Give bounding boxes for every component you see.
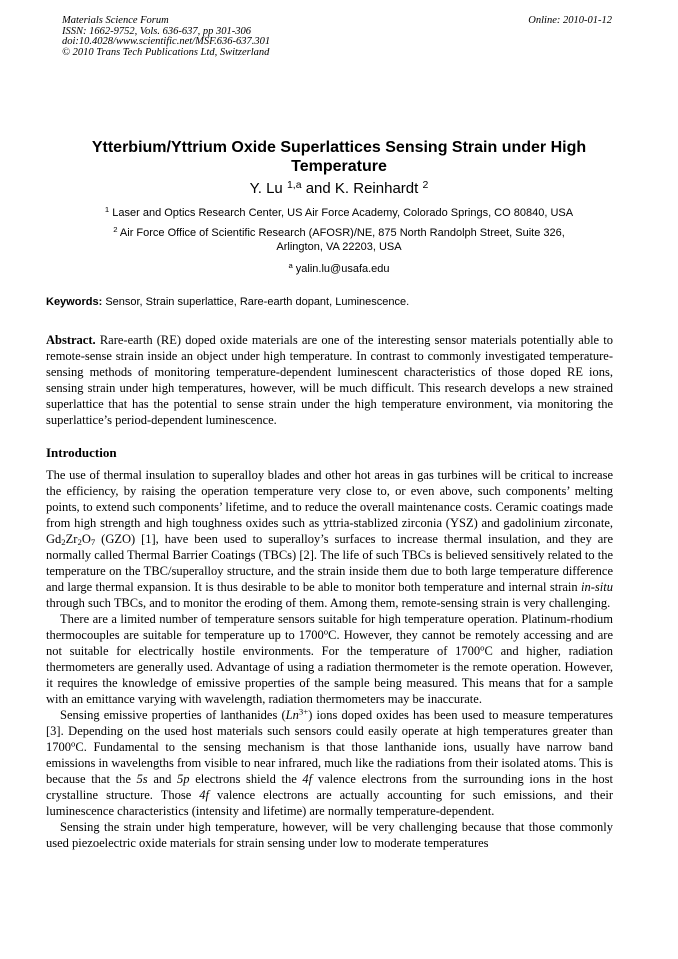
abstract-text: Rare-earth (RE) doped oxide materials are one of the interesting sensor materials potentially able to remote-sense strain inside an object under high temperature. In contrast to commonly investigated temperature-sensing methods of monitoring temperature-dependent luminescent characteristics of those doped RE ions, sensing strain under high temperatures, however, will be much difficult. This research develops a new strained superlattice that has the potential to sense strain under the high temperature environment, via monitoring the superlattice’s period-dependent luminescence. bbox=[46, 333, 614, 427]
intro-paragraph-4: Sensing the strain under high temperature, however, will be very challenging because that those commonly used piezoelectric oxide materials for strain sensing under low to moderate temperatures bbox=[46, 820, 613, 850]
intro-paragraph-2: There are a limited number of temperature sensors suitable for high temperature operation. Platinum-rhodium thermocouples are suitable for temperature up to 1700$^o$C. However, they cannot be remotely accessing and are not suitable for electrically hostile environments. For the temperature of 1700$^o$C and higher, radiation thermometers are generally used. Advantage of using a radiation thermometer is the remote operation. However, it requires the knowledge of emissive properties of the sample being measured. This means that for a sample with an emittance varying with wavelength, radiation thermometers may be inaccurate. bbox=[46, 612, 613, 706]
author-1-marks: 1,a bbox=[286, 178, 302, 191]
introduction-body bbox=[46, 467, 613, 851]
abstract bbox=[46, 332, 613, 428]
introduction-heading: Introduction bbox=[46, 445, 117, 460]
affiliation-1 bbox=[40, 206, 638, 220]
intro-paragraph-3: Sensing emissive properties of lanthanides $(Ln^{3+})$ ions doped oxides has been used to measure temperatures [3]. Depending on the used host materials such sensors could easily operate at high temperatures greater than 1700$^o$C. Fundamental to the sensing mechanism is that those lanthanide ions, usually have narrow band emissions in wavelengths from visible to near infrared, much like the radiations from their isolated atoms. This is because that the 5s and 5p electrons shield the 4f valence electrons from the surrounding ions in the host crystalline structure. Those 4f valence electrons are actually accounting for such emissions, and their luminescence characteristics (intensity and lifetime) are normally temperature-dependent. bbox=[46, 706, 613, 818]
author-1: Y. Lu bbox=[249, 180, 283, 197]
keywords-text: Sensor, Strain superlattice, Rare-earth dopant, Luminescence. bbox=[105, 296, 410, 308]
copyright-line: © 2010 Trans Tech Publications Ltd, Switzerland bbox=[62, 46, 270, 58]
journal-header bbox=[62, 16, 270, 58]
affiliation-1-mark: 1 bbox=[104, 205, 110, 215]
affiliation-2 bbox=[40, 226, 638, 254]
journal-name: Materials Science Forum bbox=[62, 15, 169, 26]
online-date: Online: 2010-01-12 bbox=[528, 15, 612, 26]
intro-paragraph-1: The use of thermal insulation to superalloy blades and other hot areas in gas turbines will be critical to increase the efficiency, by raising the operation temperature very close to, or even above, such components’ melting points, to extend such components’ lifetime, and to reduce the overall maintenance costs. Ceramic coatings made from high strength and high toughness oxides such as yttria-stablized zirconia (YSZ) and gadolinium zirconate, $Gd_2Zr_2O_7$ (GZO) [1], have been used to superalloy’s surfaces to increase thermal insulation, and they are normally called Thermal Barrier Coatings (TBCs) [2]. The life of such TBCs is believed sensitively related to the temperature on the TBC/superalloy structure, and the strain inside them due to both large temperature difference and large thermal expansion. It is thus desirable to be able to monitor both temperature and internal strain in-situ through such TBCs, and to monitor the eroding of them. Among them, remote-sensing strain is very challenging. bbox=[46, 468, 613, 610]
doi-line: doi:10.4028/www.scientific.net/MSF.636-637.301 bbox=[62, 36, 271, 47]
affiliation-2-mark: 2 bbox=[113, 225, 118, 235]
author-2: K. Reinhardt bbox=[334, 180, 419, 197]
email-mark: a bbox=[288, 261, 293, 271]
keywords-label: Keywords: bbox=[46, 296, 103, 308]
author-line bbox=[0, 180, 678, 198]
abstract-label: Abstract. bbox=[46, 333, 96, 347]
paper-title: Ytterbium/Yttrium Oxide Superlattices Sensing Strain under High Temperature bbox=[91, 139, 587, 175]
affiliation-1-text: Laser and Optics Research Center, US Air Force Academy, Colorado Springs, CO 80840, USA bbox=[112, 207, 574, 219]
author-2-marks: 2 bbox=[422, 178, 429, 191]
affiliation-2-line-1: Air Force Office of Scientific Research (AFOSR)/NE, 875 North Randolph Street, Suite 326, bbox=[119, 227, 565, 239]
keywords bbox=[46, 295, 409, 309]
author-conjunction: and bbox=[301, 180, 335, 197]
issn-line: ISSN: 1662-9752, Vols. 636-637, pp 301-306 bbox=[62, 25, 251, 37]
affiliation-2-line-2: Arlington, VA 22203, USA bbox=[276, 241, 402, 253]
email-address: yalin.lu@usafa.edu bbox=[295, 263, 390, 275]
email-line bbox=[40, 262, 638, 276]
